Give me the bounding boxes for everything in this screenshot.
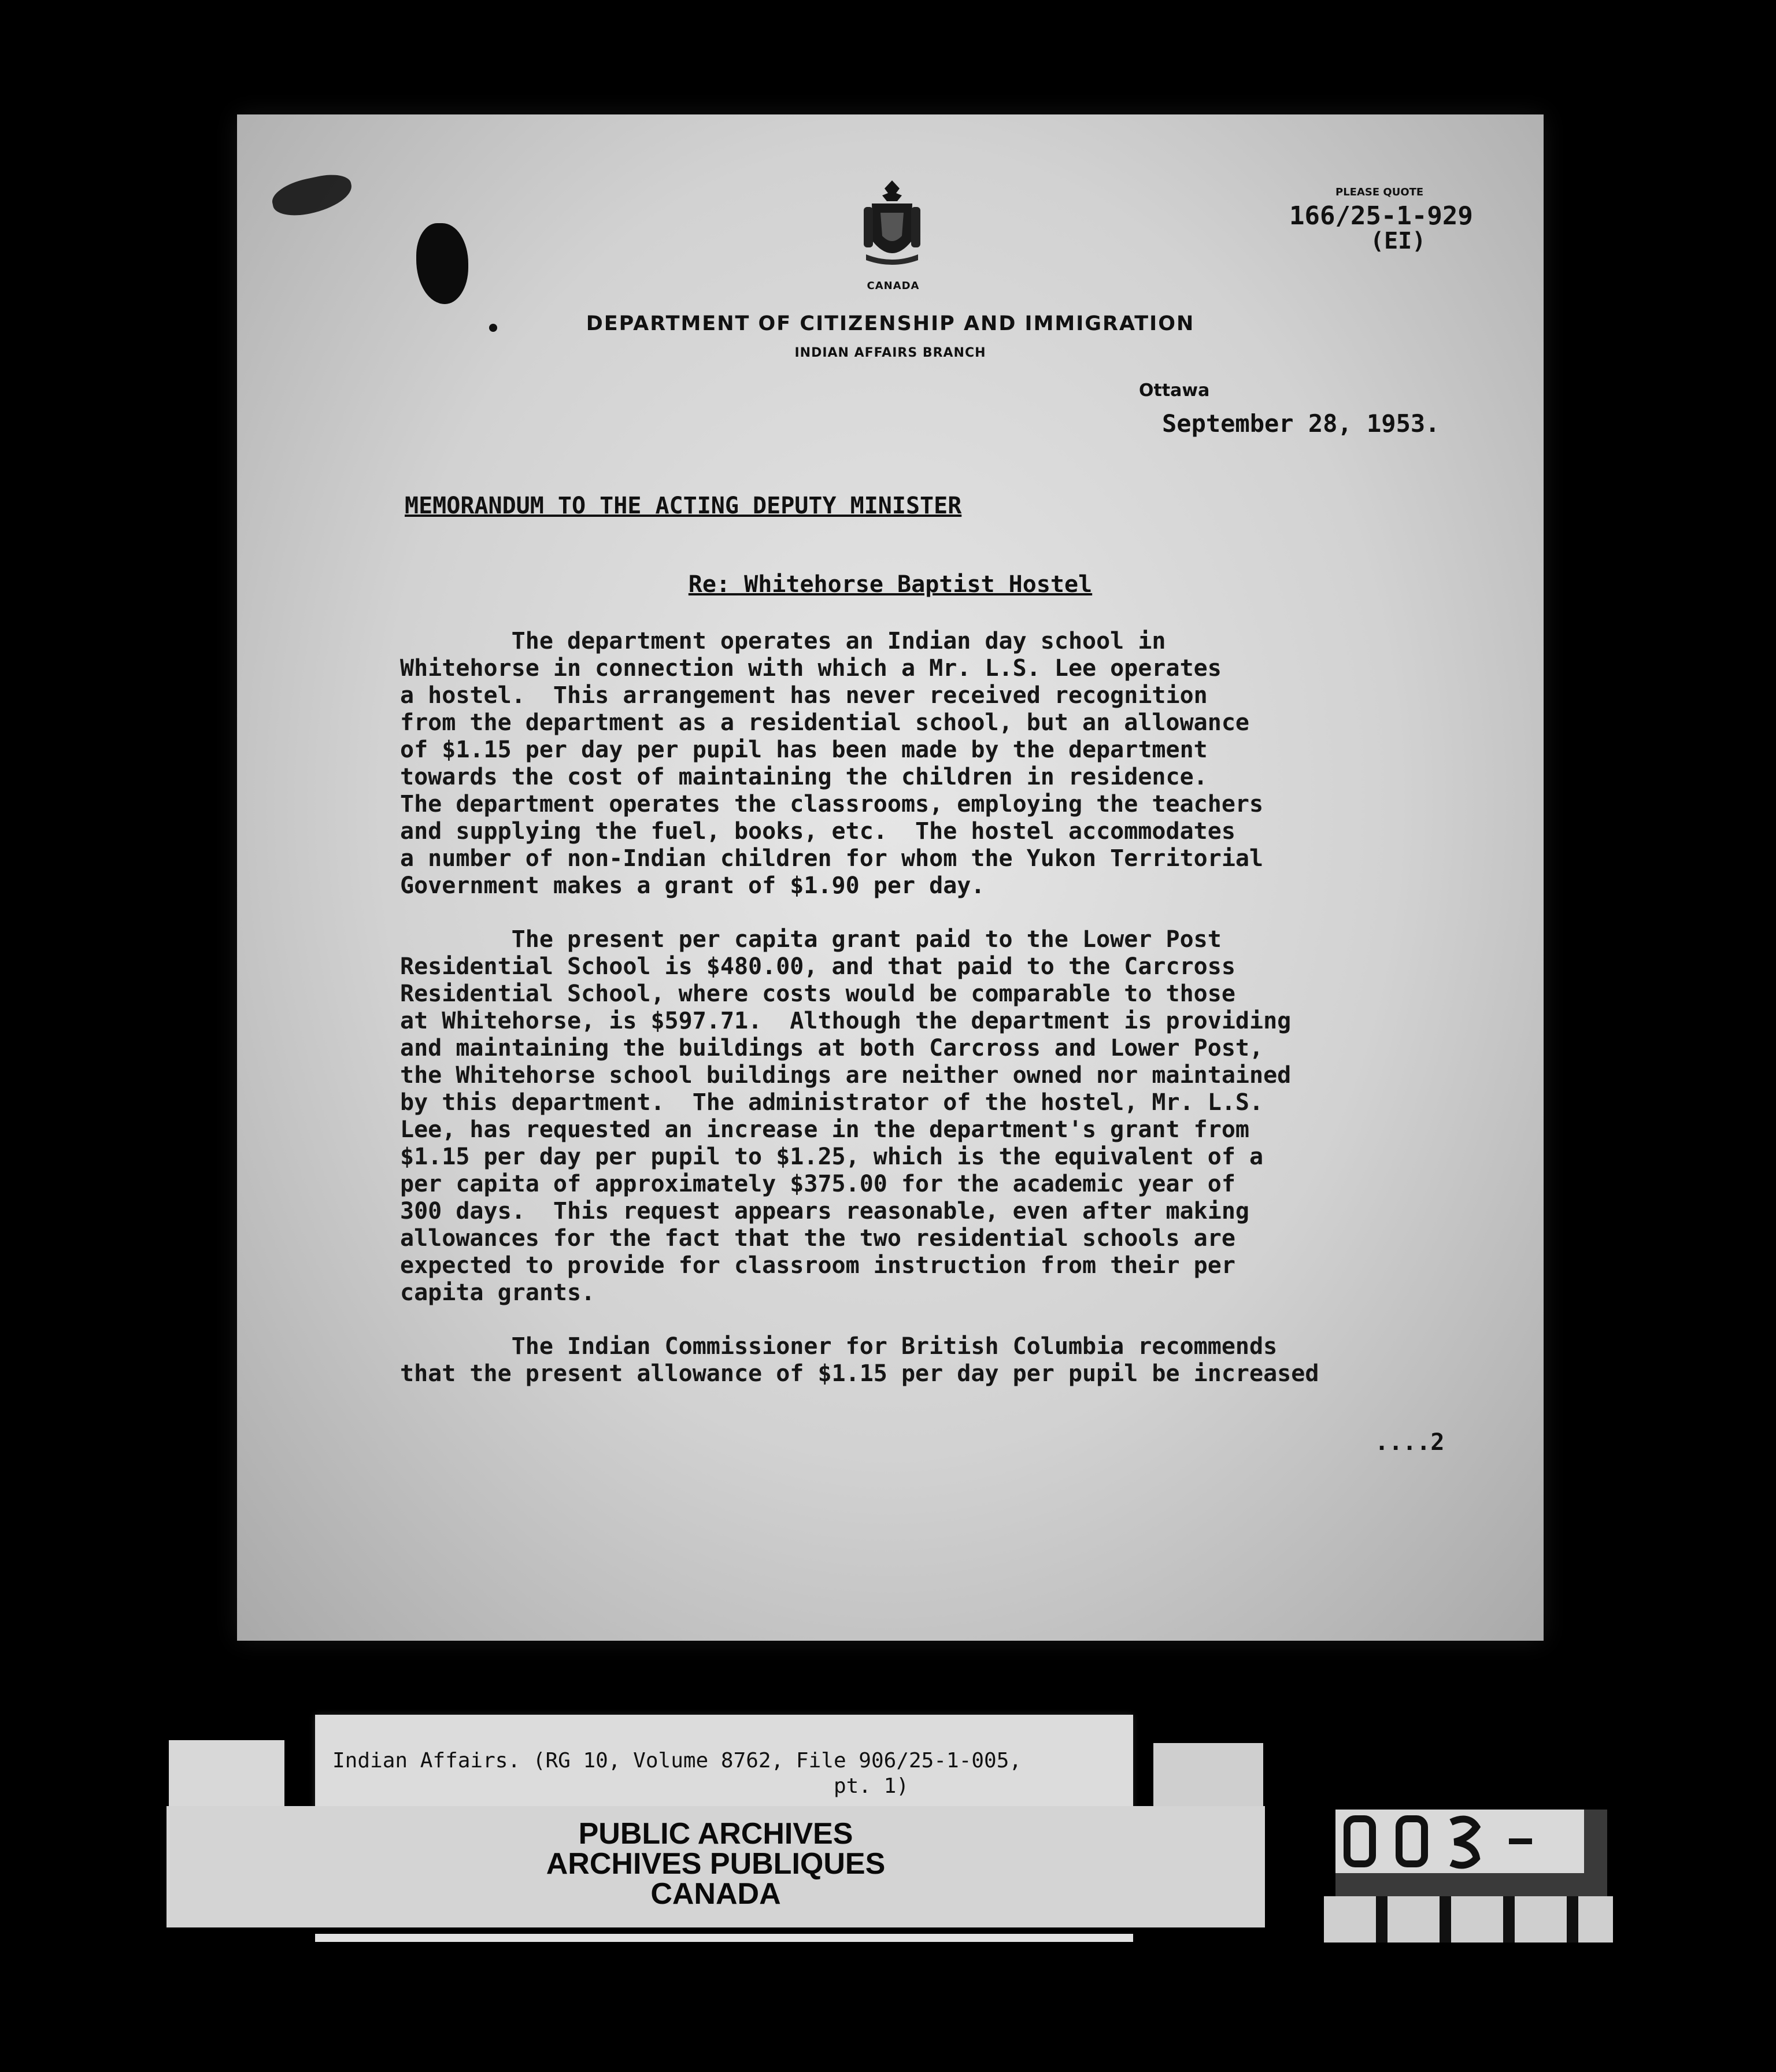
archive-stamp-line: CANADA bbox=[650, 1877, 781, 1911]
department-name: DEPARTMENT OF CITIZENSHIP AND IMMIGRATION bbox=[586, 312, 1195, 335]
memo-title: MEMORANDUM TO THE ACTING DEPUTY MINISTER bbox=[405, 493, 962, 519]
branch-name: INDIAN AFFAIRS BRANCH bbox=[794, 346, 986, 360]
coat-of-arms-icon bbox=[860, 178, 924, 271]
archive-reference-label bbox=[315, 1715, 1133, 1813]
file-subcode: (EI) bbox=[1370, 228, 1426, 254]
crest-caption: CANADA bbox=[867, 280, 920, 292]
memo-date: September 28, 1953. bbox=[1162, 409, 1440, 438]
city: Ottawa bbox=[1139, 380, 1210, 401]
archive-stamp-line: ARCHIVES PUBLIQUES bbox=[546, 1847, 886, 1881]
tray-edge bbox=[315, 1934, 1133, 1942]
memo-page bbox=[237, 114, 1544, 1641]
archive-stamp-text bbox=[166, 1819, 1265, 1909]
continued-marker: ....2 bbox=[1375, 1429, 1445, 1456]
film-strip bbox=[1324, 1896, 1613, 1942]
memo-subject: Re: Whitehorse Baptist Hostel bbox=[688, 571, 1093, 598]
paragraph: The department operates an Indian day school in Whitehorse in connection with which a Mr. L.S. Lee operates a hostel. This arrangement has never received recognition from the department as a residential school, but an allowance of $1.15 per day per pupil has been made by the department towards the cost of maintaining the children in residence. The department operates the classrooms, employing the teachers and supplying the fuel, books, etc. The hostel accommodates a number of non-Indian children for whom the Yukon Territorial Government makes a grant of $1.90 per day. bbox=[400, 628, 1264, 899]
archive-stamp-line: PUBLIC ARCHIVES bbox=[578, 1817, 853, 1851]
frame-digits-icon bbox=[1335, 1810, 1584, 1902]
file-number: 166/25-1-929 bbox=[1289, 201, 1473, 231]
stain-mark bbox=[269, 170, 355, 221]
archive-stamp bbox=[166, 1806, 1265, 1927]
stain-mark bbox=[416, 223, 468, 304]
paragraph: The Indian Commissioner for British Columbia recommends that the present allowance of $1.15 per day per pupil be increased bbox=[400, 1333, 1319, 1387]
archive-reference: Indian Affairs. (RG 10, Volume 8762, File 906/25-1-005, pt. 1) bbox=[332, 1749, 1022, 1798]
paragraph: The present per capita grant paid to the Lower Post Residential School is $480.00, and that paid to the Carcross Residential School, where costs would be comparable to those at Whitehorse, is $597.71. Although the department is providing and maintaining the buildings at both Carcross and Lower Post, the Whitehorse school buildings are neither owned nor maintained by this department. The administrator of the hostel, Mr. L.S. Lee, has requested an increase in the department's grant from $1.15 per day per pupil to $1.25, which is the equivalent of a per capita of approximately $375.00 for the academic year of 300 days. This request appears reasonable, even after making allowances for the fact that the two residential schools are expected to provide for classroom instruction from their per capita grants. bbox=[400, 926, 1292, 1306]
quote-label: PLEASE QUOTE bbox=[1335, 186, 1424, 198]
